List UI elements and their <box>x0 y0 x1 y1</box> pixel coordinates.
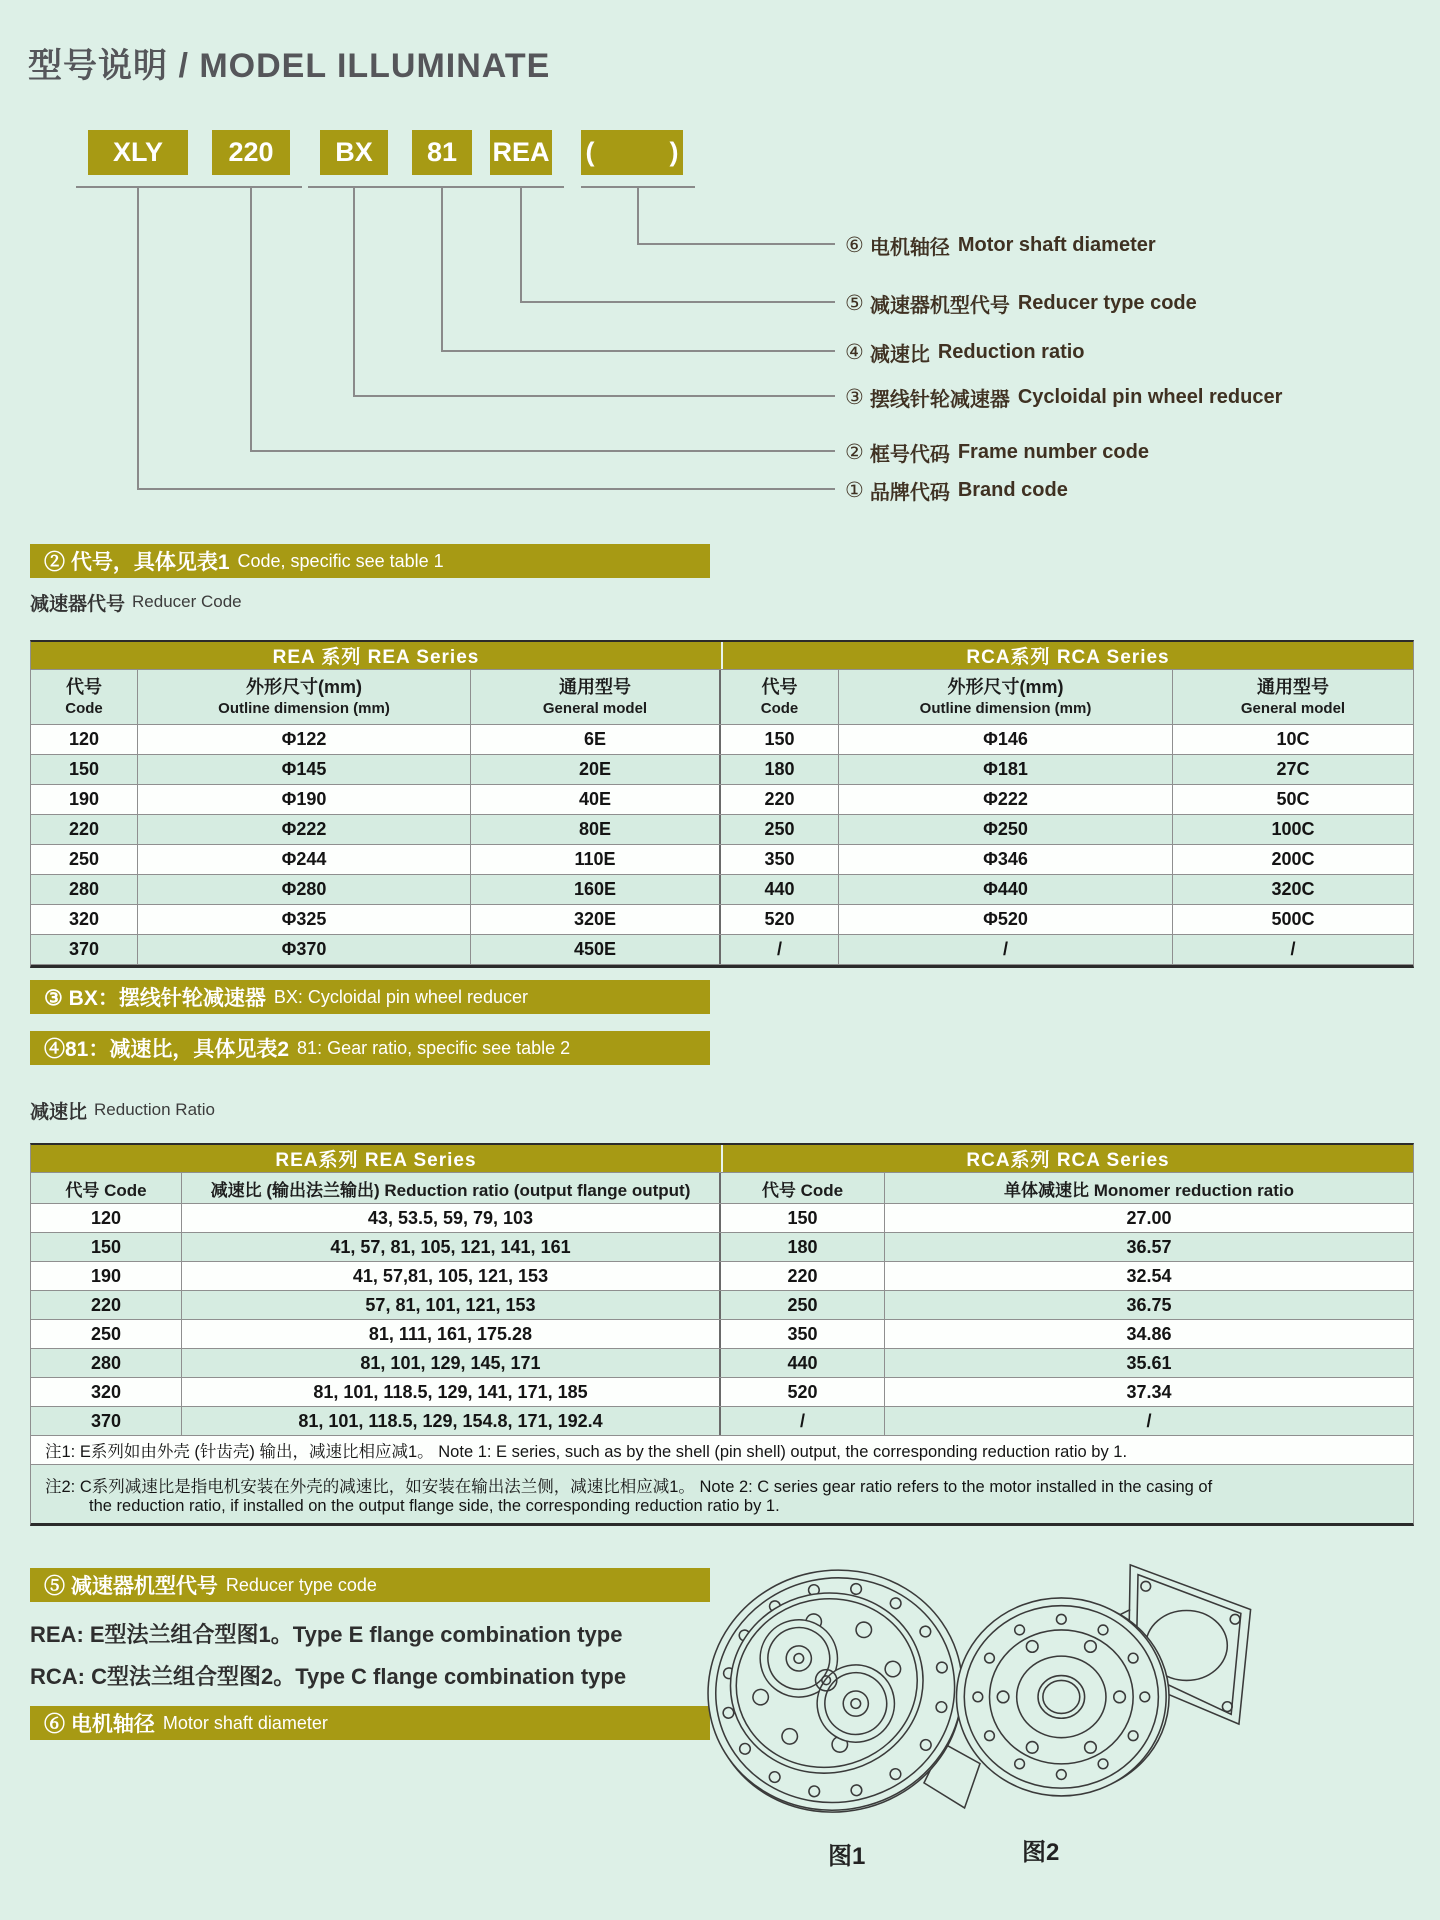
table-row <box>31 725 1413 755</box>
table-cell: Φ520 <box>839 905 1173 934</box>
connector-line <box>441 188 443 352</box>
table-row <box>31 935 1413 965</box>
table-row <box>31 875 1413 905</box>
table-cell: / <box>1146 1410 1152 1431</box>
table-cell: 80E <box>471 815 721 844</box>
banner-en: Code, specific see table 1 <box>237 550 444 571</box>
table-cell: 370 <box>31 1407 182 1435</box>
banner-en: Motor shaft diameter <box>162 1712 328 1733</box>
table-cell: Φ146 <box>839 725 1173 754</box>
table-column-header-row <box>31 670 1413 725</box>
column-header-code <box>31 670 138 724</box>
model-box-label: REA <box>492 137 550 167</box>
reducer-code-table <box>30 640 1414 968</box>
model-box-label: XLY <box>112 137 164 167</box>
table-cell: 160E <box>471 875 721 904</box>
table-cell: 150 <box>721 725 839 754</box>
table-cell: 120 <box>31 1204 182 1232</box>
annotation-motor-shaft-diameter <box>845 231 1156 259</box>
model-box-label: 220 <box>228 137 274 167</box>
table-cell: 41, 57, 81, 105, 121, 141, 161 <box>182 1233 721 1261</box>
table-cell: 280 <box>31 875 138 904</box>
connector-line <box>520 301 835 303</box>
banner-zh: ② 代号，具体见表1 <box>44 551 230 574</box>
table-cell: 190 <box>31 785 138 814</box>
table-row <box>31 1204 1413 1233</box>
column-header-code: 代号 Code <box>721 1173 885 1203</box>
table-cell: 10C <box>1276 729 1310 749</box>
column-header-en: Code <box>65 700 103 717</box>
table-row <box>31 755 1413 785</box>
table-cell: 320C <box>1271 879 1315 899</box>
table-cell: 190 <box>31 1262 182 1290</box>
table-cell: 41, 57,81, 105, 121, 153 <box>182 1262 721 1290</box>
banner-zh: ③ BX：摆线针轮减速器 <box>44 987 266 1010</box>
table-cell: Φ346 <box>839 845 1173 874</box>
column-header-zh: 外形尺寸(mm) <box>947 677 1064 697</box>
table-cell: 110E <box>471 845 721 874</box>
table-cell: 350 <box>721 1320 885 1348</box>
annotation-zh: 品牌代码 <box>869 481 950 504</box>
annotation-number: ⑤ <box>845 291 864 315</box>
annotation-en: Reducer type code <box>1017 291 1197 314</box>
table-cell: 180 <box>721 755 839 784</box>
banner-zh: ⑤ 减速器机型代号 <box>44 1575 218 1598</box>
table-cell: 320 <box>31 905 138 934</box>
table-cell: 220 <box>31 815 138 844</box>
caption-en: Reducer Code <box>132 592 242 611</box>
table-cell: 440 <box>721 1349 885 1377</box>
table-cell: Φ280 <box>138 875 471 904</box>
caption-reducer-code <box>30 590 242 614</box>
table-cell: Φ222 <box>138 815 471 844</box>
table-cell: 20E <box>471 755 721 784</box>
model-box-rea <box>490 130 552 175</box>
caption-reduction-ratio <box>30 1098 215 1122</box>
table-body <box>31 725 1413 965</box>
annotation-cycloidal-reducer <box>845 383 1282 411</box>
annotation-zh: 摆线针轮减速器 <box>869 388 1010 411</box>
table-cell: 250 <box>31 1320 182 1348</box>
figure-2-label: 图2 <box>1022 1839 1060 1866</box>
model-box-shaft <box>581 130 683 175</box>
table-cell: 220 <box>31 1291 182 1319</box>
table-cell: 520 <box>721 905 839 934</box>
banner-en: BX: Cycloidal pin wheel reducer <box>273 986 528 1007</box>
table-cell: 220 <box>721 1262 885 1290</box>
table-cell: 150 <box>31 1233 182 1261</box>
table-cell: 250 <box>31 845 138 874</box>
table-cell: 34.86 <box>1126 1323 1172 1344</box>
table-cell: 81, 101, 118.5, 129, 154.8, 171, 192.4 <box>182 1407 721 1435</box>
model-box-label: ( ) <box>585 137 679 167</box>
annotation-en: Brand code <box>957 478 1068 501</box>
column-header-en: Outline dimension (mm) <box>218 700 390 717</box>
note-2-line-1: 注2: C系列减速比是指电机安装在外壳的减速比，如安装在输出法兰侧，减速比相应减1。 Note 2: C series gear ratio refers to the motor installed in the casing of <box>45 1477 1213 1496</box>
table-series-header-row <box>31 642 1413 670</box>
table-cell: Φ181 <box>839 755 1173 784</box>
table-row <box>31 905 1413 935</box>
table-cell: 27.00 <box>1126 1207 1172 1228</box>
table-cell: 220 <box>721 785 839 814</box>
table-cell: 250 <box>721 815 839 844</box>
annotation-en: Frame number code <box>957 440 1149 463</box>
section-banner-bx <box>30 980 710 1014</box>
page-title: 型号说明 / MODEL ILLUMINATE <box>28 47 551 85</box>
reduction-ratio-table <box>30 1143 1414 1526</box>
table-cell: 43, 53.5, 59, 79, 103 <box>182 1204 721 1232</box>
table-cell: 370 <box>31 935 138 964</box>
column-header-code: 代号 Code <box>31 1173 182 1203</box>
model-box-label: 81 <box>426 137 458 167</box>
annotation-reducer-type-code <box>845 289 1197 317</box>
column-header-dimension <box>839 670 1173 724</box>
figure-1-label: 图1 <box>828 1843 866 1870</box>
series-header-rca: RCA系列 RCA Series <box>966 647 1170 668</box>
section-banner-reducer-type <box>30 1568 710 1602</box>
table-cell: Φ244 <box>138 845 471 874</box>
table-cell: / <box>721 1407 885 1435</box>
series-header-rea: REA 系列 REA Series <box>272 647 480 668</box>
table-cell: 81, 111, 161, 175.28 <box>182 1320 721 1348</box>
type-line-rea: REA: E型法兰组合型图1。Type E flange combination type <box>30 1622 623 1647</box>
column-header-rca-ratio: 单体减速比 Monomer reduction ratio <box>1004 1180 1294 1200</box>
connector-line <box>137 488 835 490</box>
table-row <box>31 845 1413 875</box>
table-cell: 320E <box>471 905 721 934</box>
connector-line <box>353 395 835 397</box>
column-header-zh: 代号 <box>66 677 102 697</box>
column-header-en: Code <box>760 700 799 717</box>
section-banner-motor-shaft <box>30 1706 710 1740</box>
column-header-en: General model <box>542 700 648 717</box>
table-cell: 520 <box>721 1378 885 1406</box>
table-cell: Φ122 <box>138 725 471 754</box>
section-banner-gear-ratio <box>30 1031 710 1065</box>
connector-line <box>637 188 639 245</box>
table-cell: 180 <box>721 1233 885 1261</box>
table-cell: Φ250 <box>839 815 1173 844</box>
table-cell: 440 <box>721 875 839 904</box>
table-row <box>31 1262 1413 1291</box>
banner-en: Reducer type code <box>225 1574 377 1595</box>
table-row <box>31 785 1413 815</box>
column-header-zh: 通用型号 <box>559 677 631 697</box>
table-cell: / <box>839 935 1173 964</box>
annotation-brand-code <box>845 476 1068 504</box>
table-cell: 57, 81, 101, 121, 153 <box>182 1291 721 1319</box>
annotation-zh: 电机轴径 <box>869 236 950 259</box>
column-header-zh: 代号 <box>761 677 798 697</box>
table-cell: Φ222 <box>839 785 1173 814</box>
table-cell: 50C <box>1276 789 1310 809</box>
annotation-number: ⑥ <box>845 233 864 257</box>
annotation-zh: 减速器机型代号 <box>869 294 1010 317</box>
connector-line <box>637 243 835 245</box>
table-row <box>31 1378 1413 1407</box>
column-header-en: General model <box>1240 700 1346 717</box>
connector-line <box>520 188 522 303</box>
table-cell: 250 <box>721 1291 885 1319</box>
table-cell: 150 <box>721 1204 885 1232</box>
model-box-frame <box>212 130 290 175</box>
table-cell: 320 <box>31 1378 182 1406</box>
table-cell: / <box>721 935 839 964</box>
table-row <box>31 1291 1413 1320</box>
caption-en: Reduction Ratio <box>94 1100 215 1119</box>
table-row <box>31 815 1413 845</box>
table-cell: 150 <box>31 755 138 784</box>
table-cell: 81, 101, 118.5, 129, 141, 171, 185 <box>182 1378 721 1406</box>
banner-zh: ⑥ 电机轴径 <box>44 1713 155 1736</box>
table-cell: 500C <box>1271 909 1315 929</box>
column-header-en: Outline dimension (mm) <box>919 700 1092 717</box>
annotation-number: ① <box>845 478 864 502</box>
banner-en: 81: Gear ratio, specific see table 2 <box>297 1037 571 1058</box>
annotation-en: Motor shaft diameter <box>957 233 1156 256</box>
table-cell: 280 <box>31 1349 182 1377</box>
annotation-number: ③ <box>845 385 864 409</box>
connector-line <box>137 188 139 490</box>
table-cell: 32.54 <box>1126 1265 1172 1286</box>
annotation-number: ② <box>845 440 864 464</box>
table-cell: Φ190 <box>138 785 471 814</box>
column-header-model <box>471 670 721 724</box>
annotation-en: Reduction ratio <box>937 340 1085 363</box>
table-cell: 40E <box>471 785 721 814</box>
model-box-ratio <box>412 130 472 175</box>
model-box-label: BX <box>335 137 373 167</box>
series-header-rea: REA系列 REA Series <box>275 1150 477 1171</box>
model-box-brand <box>88 130 188 175</box>
table-cell: Φ440 <box>839 875 1173 904</box>
table-cell: / <box>1290 939 1296 959</box>
table-cell: 27C <box>1276 759 1310 779</box>
table-cell: Φ370 <box>138 935 471 964</box>
connector-line <box>353 188 355 397</box>
table-series-header-row <box>31 1145 1413 1173</box>
table-cell: Φ145 <box>138 755 471 784</box>
column-header-zh: 外形尺寸(mm) <box>246 677 362 697</box>
table-cell: 6E <box>471 725 721 754</box>
table-row <box>31 1407 1413 1436</box>
table-cell: 36.75 <box>1126 1294 1172 1315</box>
table-row <box>31 1320 1413 1349</box>
caption-zh: 减速器代号 <box>30 593 126 615</box>
table-column-header-row <box>31 1173 1413 1204</box>
table-cell: 35.61 <box>1126 1352 1172 1373</box>
table-cell: 100C <box>1271 819 1315 839</box>
annotation-reduction-ratio <box>845 338 1085 366</box>
model-box-bx <box>320 130 388 175</box>
table-cell: 37.34 <box>1126 1381 1172 1402</box>
column-header-dimension <box>138 670 471 724</box>
section-banner-code <box>30 544 710 578</box>
annotation-en: Cycloidal pin wheel reducer <box>1017 385 1283 408</box>
type-line-rca: RCA: C型法兰组合型图2。Type C flange combination type <box>30 1664 627 1689</box>
series-header-rca: RCA系列 RCA Series <box>966 1150 1170 1171</box>
column-header-model <box>1173 670 1413 724</box>
caption-zh: 减速比 <box>30 1101 88 1123</box>
connector-line <box>250 450 835 452</box>
table-row <box>31 1349 1413 1378</box>
table-cell: 120 <box>31 725 138 754</box>
connector-line <box>250 188 252 452</box>
table-note-2 <box>31 1465 1413 1523</box>
connector-line <box>441 350 835 352</box>
table-cell: 450E <box>471 935 721 964</box>
column-header-zh: 通用型号 <box>1257 677 1329 697</box>
table-body <box>31 1204 1413 1436</box>
column-header-code <box>721 670 839 724</box>
table-cell: 200C <box>1271 849 1315 869</box>
banner-zh: ④81：减速比，具体见表2 <box>44 1038 290 1061</box>
table-cell: Φ325 <box>138 905 471 934</box>
annotation-number: ④ <box>845 340 864 364</box>
table-cell: 81, 101, 129, 145, 171 <box>182 1349 721 1377</box>
note-2-line-2: the reduction ratio, if installed on the output flange side, the corresponding reduction ratio by 1. <box>89 1496 780 1515</box>
annotation-frame-number-code <box>845 438 1149 466</box>
table-note-1: 注1: E系列如由外壳 (针齿壳) 输出，减速比相应减1。 Note 1: E series, such as by the shell (pin shell) output, the corresponding reduction ratio by 1. <box>31 1436 1413 1465</box>
column-header-rea-ratio: 减速比 (输出法兰输出) Reduction ratio (output flange output) <box>182 1173 721 1203</box>
annotation-zh: 框号代码 <box>869 443 950 466</box>
table-cell: 350 <box>721 845 839 874</box>
figure-2-drawing <box>940 1550 1270 1805</box>
annotation-zh: 减速比 <box>869 343 930 366</box>
table-row <box>31 1233 1413 1262</box>
table-cell: 36.57 <box>1126 1236 1172 1257</box>
